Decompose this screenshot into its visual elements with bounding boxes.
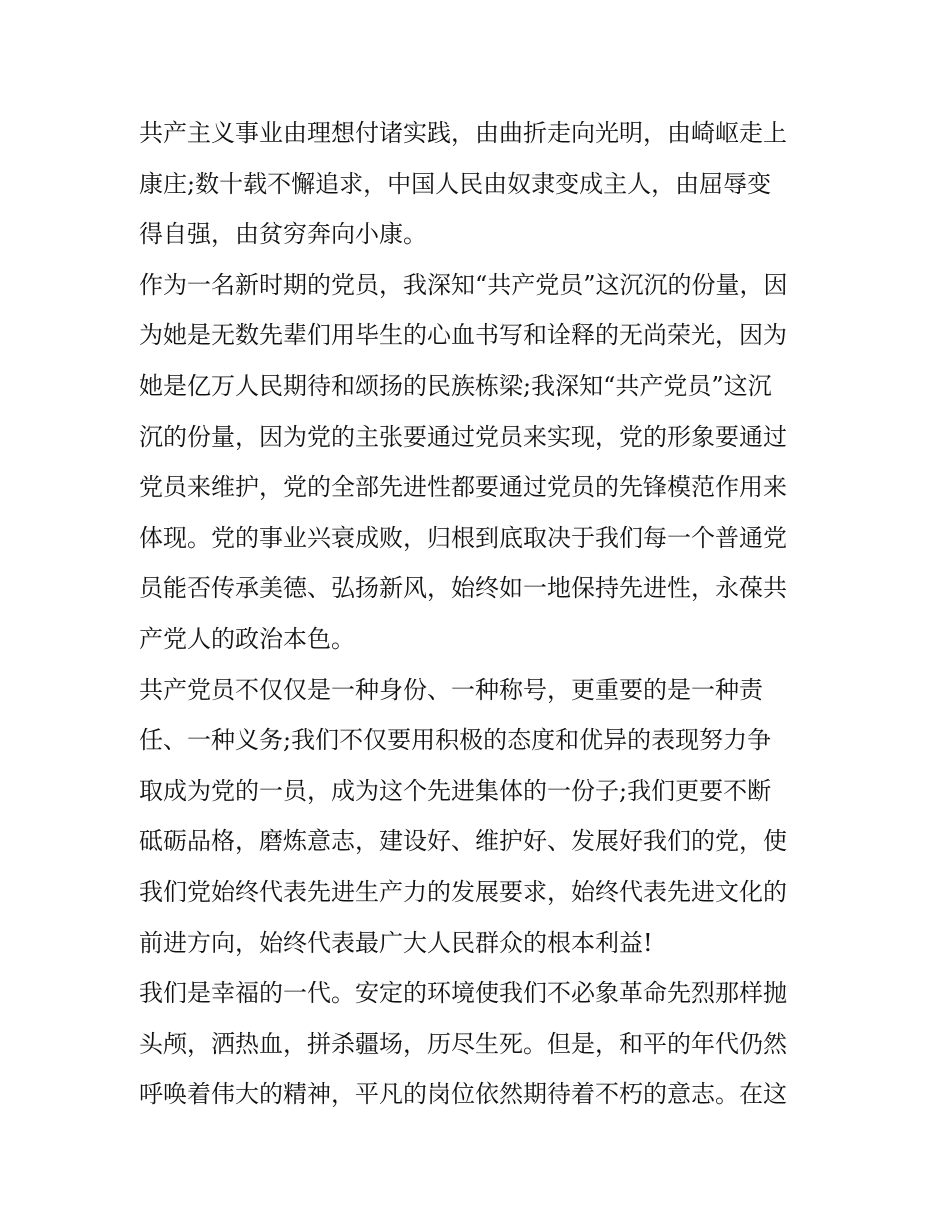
paragraph-1 <box>139 108 819 260</box>
text-line: 任、一种义务;我们不仅要用积极的态度和优异的表现努力争 <box>139 726 772 755</box>
text-line: 作为一名新时期的党员，我深知“共产党员”这沉沉的份量，因 <box>139 270 788 299</box>
text-line: 取成为党的一员，成为这个先进集体的一份子;我们更要不断 <box>139 776 772 805</box>
text-line: 砥砺品格，磨炼意志，建设好、维护好、发展好我们的党，使 <box>139 827 787 856</box>
text-line: 头颅，洒热血，拼杀疆场，历尽生死。但是，和平的年代仍然 <box>139 1029 787 1058</box>
text-line: 党员来维护，党的全部先进性都要通过党员的先锋模范作用来 <box>139 473 787 502</box>
document-body <box>139 108 819 1120</box>
text-line: 为她是无数先辈们用毕生的心血书写和诠释的无尚荣光，因为 <box>139 321 787 350</box>
paragraph-4 <box>139 968 819 1120</box>
text-line: 得自强，由贫穷奔向小康。 <box>139 220 427 249</box>
text-line: 前进方向，始终代表最广大人民群众的根本利益! <box>139 928 653 957</box>
text-line: 康庄;数十载不懈追求，中国人民由奴隶变成主人，由屈辱变 <box>139 169 772 198</box>
text-line: 我们党始终代表先进生产力的发展要求，始终代表先进文化的 <box>139 877 787 906</box>
text-line: 呼唤着伟大的精神，平凡的岗位依然期待着不朽的意志。在这 <box>139 1080 787 1109</box>
text-line: 共产党员不仅仅是一种身份、一种称号，更重要的是一种责 <box>139 675 763 704</box>
text-line: 我们是幸福的一代。安定的环境使我们不必象革命先烈那样抛 <box>139 979 787 1008</box>
text-line: 员能否传承美德、弘扬新风，始终如一地保持先进性，永葆共 <box>139 574 787 603</box>
text-line: 她是亿万人民期待和颂扬的民族栋梁;我深知“共产党员”这沉 <box>139 371 772 400</box>
text-line: 产党人的政治本色。 <box>139 624 355 653</box>
text-line: 体现。党的事业兴衰成败，归根到底取决于我们每一个普通党 <box>139 523 787 552</box>
text-line: 沉的份量，因为党的主张要通过党员来实现，党的形象要通过 <box>139 422 787 451</box>
paragraph-2 <box>139 260 819 665</box>
text-line: 共产主义事业由理想付诸实践，由曲折走向光明，由崎岖走上 <box>139 119 787 147</box>
paragraph-3 <box>139 665 819 969</box>
